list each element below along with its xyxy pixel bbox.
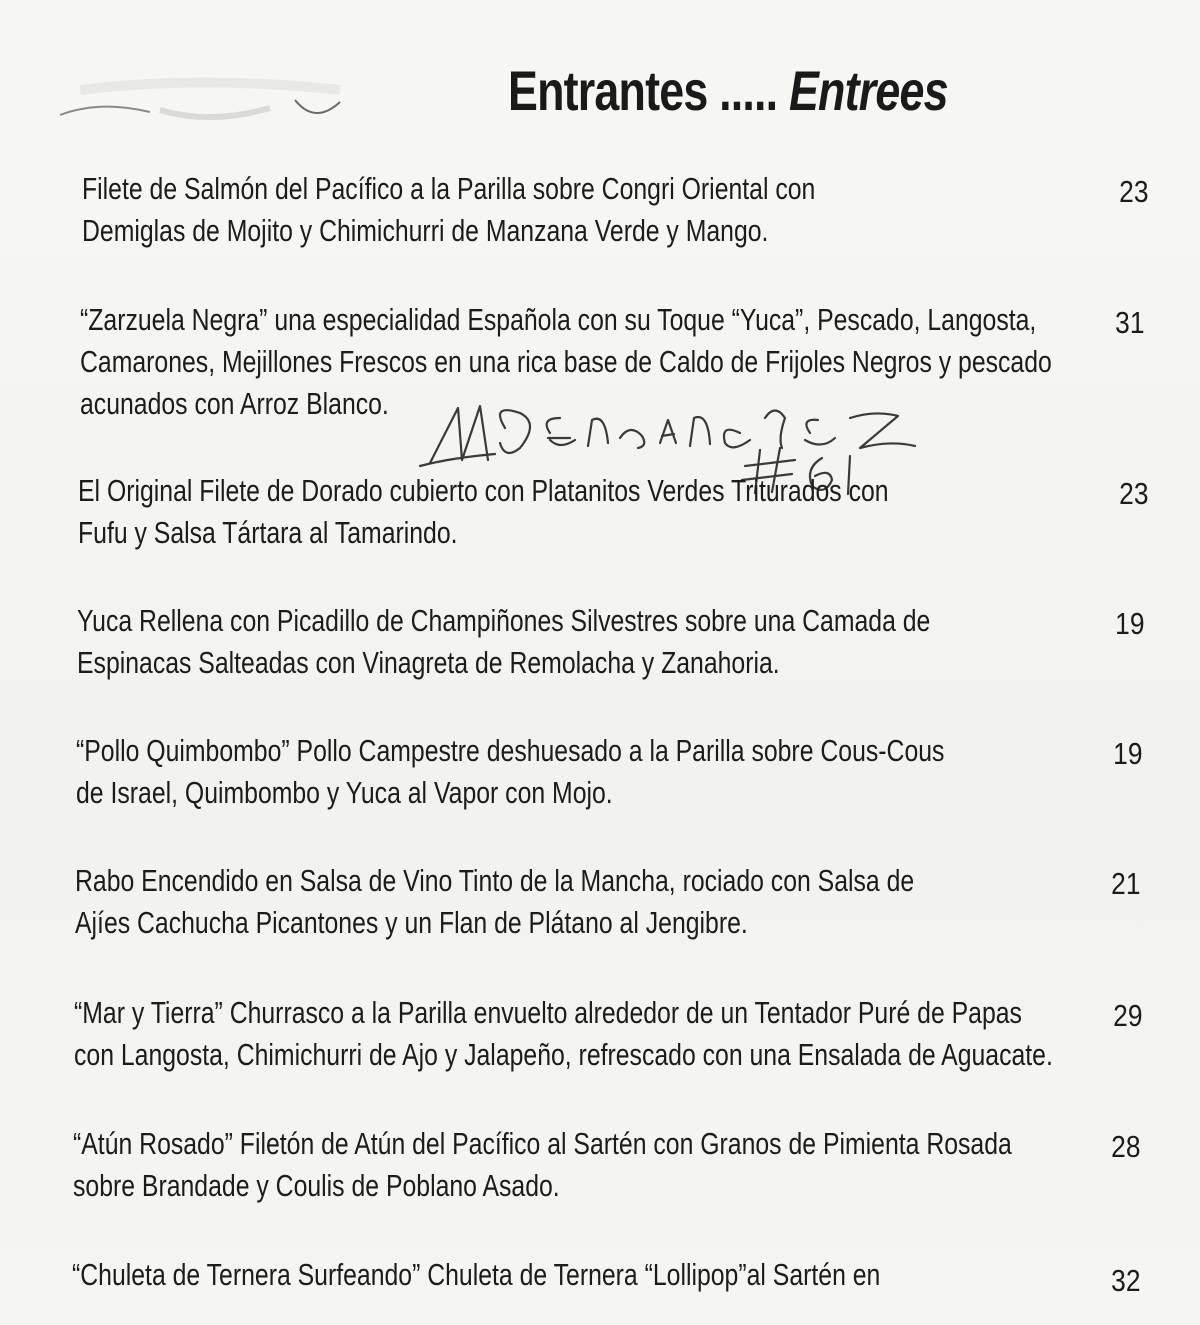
menu-item-line: Ajíes Cachucha Picantones y un Flan de Plátano al Jengibre.	[75, 905, 748, 940]
menu-item-line: Rabo Encendido en Salsa de Vino Tinto de la Mancha, rociado con Salsa de	[75, 863, 915, 898]
menu-item-price: 23	[1118, 174, 1148, 209]
menu-item-line: Camarones, Mejillones Frescos en una rica base de Caldo de Frijoles Negros y pescado	[80, 344, 1052, 379]
embossed-seal-mark	[40, 70, 360, 140]
menu-item-line: “Chuleta de Ternera Surfeando” Chuleta de Ternera “Lollipop”al Sartén en	[72, 1257, 881, 1292]
menu-item-description	[78, 470, 889, 554]
page-title	[508, 58, 948, 123]
menu-item-price: 29	[1112, 998, 1142, 1033]
menu-item-line: Fufu y Salsa Tártara al Tamarindo.	[78, 515, 458, 550]
menu-item-price: 19	[1114, 606, 1144, 641]
menu-item-description	[82, 168, 815, 252]
menu-item-line: con Langosta, Chimichurri de Ajo y Jalapeño, refrescado con una Ensalada de Aguacate.	[74, 1037, 1053, 1072]
menu-item-line: “Zarzuela Negra” una especialidad Española con su Toque “Yuca”, Pescado, Langosta,	[80, 302, 1037, 337]
menu-item-description	[76, 730, 944, 814]
menu-item-line: “Pollo Quimbombo” Pollo Campestre deshuesado a la Parilla sobre Cous-Cous	[76, 733, 945, 768]
menu-item-line: sobre Brandade y Coulis de Poblano Asado.	[73, 1168, 560, 1203]
menu-item-price: 31	[1114, 305, 1144, 340]
menu-item-line: Espinacas Salteadas con Vinagreta de Remolacha y Zanahoria.	[77, 645, 780, 680]
menu-item-description	[73, 1123, 1012, 1207]
menu-item-line: Yuca Rellena con Picadillo de Champiñones Silvestres sobre una Camada de	[77, 603, 931, 638]
menu-item-description	[74, 992, 1053, 1076]
menu-item-line: de Israel, Quimbombo y Yuca al Vapor con Mojo.	[76, 775, 613, 810]
menu-item-description	[72, 1254, 880, 1296]
menu-item-price: 23	[1118, 476, 1148, 511]
title-spanish: Entrantes .....	[508, 59, 778, 122]
menu-item-description	[75, 860, 914, 944]
menu-item-line: Demiglas de Mojito y Chimichurri de Manzana Verde y Mango.	[82, 213, 769, 248]
title-english: Entrees	[788, 59, 948, 122]
menu-item-line: “Atún Rosado” Filetón de Atún del Pacífico al Sartén con Granos de Pimienta Rosada	[73, 1126, 1012, 1161]
menu-item-price: 19	[1112, 736, 1142, 771]
menu-item-line: Filete de Salmón del Pacífico a la Parilla sobre Congri Oriental con	[82, 171, 816, 206]
menu-item-line: “Mar y Tierra” Churrasco a la Parilla envuelto alrededor de un Tentador Puré de Papas	[74, 995, 1022, 1030]
menu-item-price: 28	[1110, 1129, 1140, 1164]
menu-item-line: acunados con Arroz Blanco.	[80, 386, 389, 421]
menu-item-line: El Original Filete de Dorado cubierto con Platanitos Verdes Triturados con	[78, 473, 889, 508]
menu-item-price: 21	[1110, 866, 1140, 901]
menu-item-description	[77, 600, 930, 684]
menu-item-price: 32	[1110, 1263, 1140, 1298]
